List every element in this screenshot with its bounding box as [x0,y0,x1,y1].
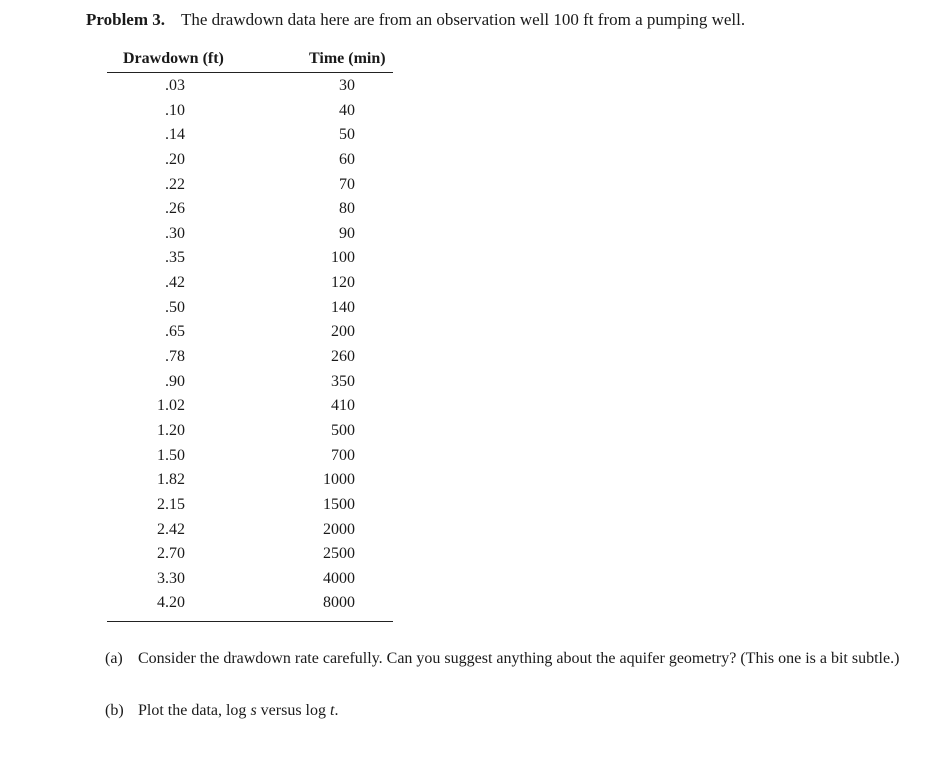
table-row [107,467,393,492]
drawdown-cell: 1.02 [157,397,185,415]
time-cell: 1500 [323,495,355,513]
table-body [107,73,393,622]
question-b-text-part: . [334,702,339,719]
time-cell: 100 [331,249,355,267]
drawdown-cell: 2.42 [157,520,185,538]
question-a-text: Consider the drawdown rate carefully. Can you suggest anything about the aquifer geometry? (This one is a bit subtle.) [138,650,900,667]
drawdown-cell: 1.82 [157,471,185,489]
table-header [107,46,393,73]
header-drawdown: Drawdown (ft) [123,50,224,67]
table-row [107,73,393,98]
drawdown-cell: .22 [165,175,185,193]
drawdown-cell: .10 [165,101,185,119]
drawdown-cell: .90 [165,372,185,390]
time-cell: 140 [331,298,355,316]
drawdown-cell: 4.20 [157,594,185,612]
problem-statement [86,10,745,30]
time-cell: 410 [331,397,355,415]
table-row [107,122,393,147]
table-row [107,98,393,123]
drawdown-cell: .78 [165,348,185,366]
drawdown-cell: .35 [165,249,185,267]
table-row [107,245,393,270]
table-row [107,541,393,566]
time-cell: 70 [339,175,355,193]
drawdown-cell: .30 [165,224,185,242]
table-row [107,492,393,517]
time-cell: 40 [339,101,355,119]
drawdown-cell: 1.20 [157,421,185,439]
table-row [107,295,393,320]
header-time: Time (min) [309,50,386,67]
table-row [107,517,393,542]
time-cell: 1000 [323,471,355,489]
question-b-text-part: Plot the data, log [138,702,251,719]
drawdown-cell: .14 [165,126,185,144]
time-cell: 80 [339,200,355,218]
variable-t: t [330,702,335,719]
time-cell: 700 [331,446,355,464]
time-cell: 2500 [323,545,355,563]
time-cell: 350 [331,372,355,390]
table-row [107,418,393,443]
drawdown-cell: 1.50 [157,446,185,464]
table-row [107,369,393,394]
question-b-label: (b) [105,702,124,719]
drawdown-cell: .65 [165,323,185,341]
drawdown-cell: 3.30 [157,569,185,587]
drawdown-cell: .26 [165,200,185,218]
question-b [105,700,905,721]
question-b-text [138,700,905,721]
table-row [107,221,393,246]
drawdown-cell: 2.70 [157,545,185,563]
drawdown-cell: .03 [165,77,185,94]
problem-text: The drawdown data here are from an observation well 100 ft from a pumping well. [180,10,746,29]
table-row [107,590,393,615]
table-row [107,270,393,295]
table-row [107,196,393,221]
table-row [107,443,393,468]
time-cell: 260 [331,348,355,366]
question-b-text-part: versus log [256,702,330,719]
table-row [107,344,393,369]
table-row [107,566,393,591]
problem-label: Problem 3. [86,10,166,29]
time-cell: 60 [339,150,355,168]
time-cell: 120 [331,274,355,292]
drawdown-table [107,46,393,622]
table-row [107,172,393,197]
question-a [105,648,905,669]
table-row [107,319,393,344]
variable-s: s [250,702,257,719]
question-a-label: (a) [105,650,123,667]
drawdown-cell: .50 [165,298,185,316]
time-cell: 30 [339,77,355,94]
drawdown-cell: 2.15 [157,495,185,513]
time-cell: 50 [339,126,355,144]
time-cell: 4000 [323,569,355,587]
time-cell: 8000 [323,594,355,612]
table-row [107,393,393,418]
time-cell: 90 [339,224,355,242]
drawdown-cell: .42 [165,274,185,292]
table-row [107,147,393,172]
time-cell: 2000 [323,520,355,538]
time-cell: 200 [331,323,355,341]
time-cell: 500 [331,421,355,439]
drawdown-cell: .20 [165,150,185,168]
